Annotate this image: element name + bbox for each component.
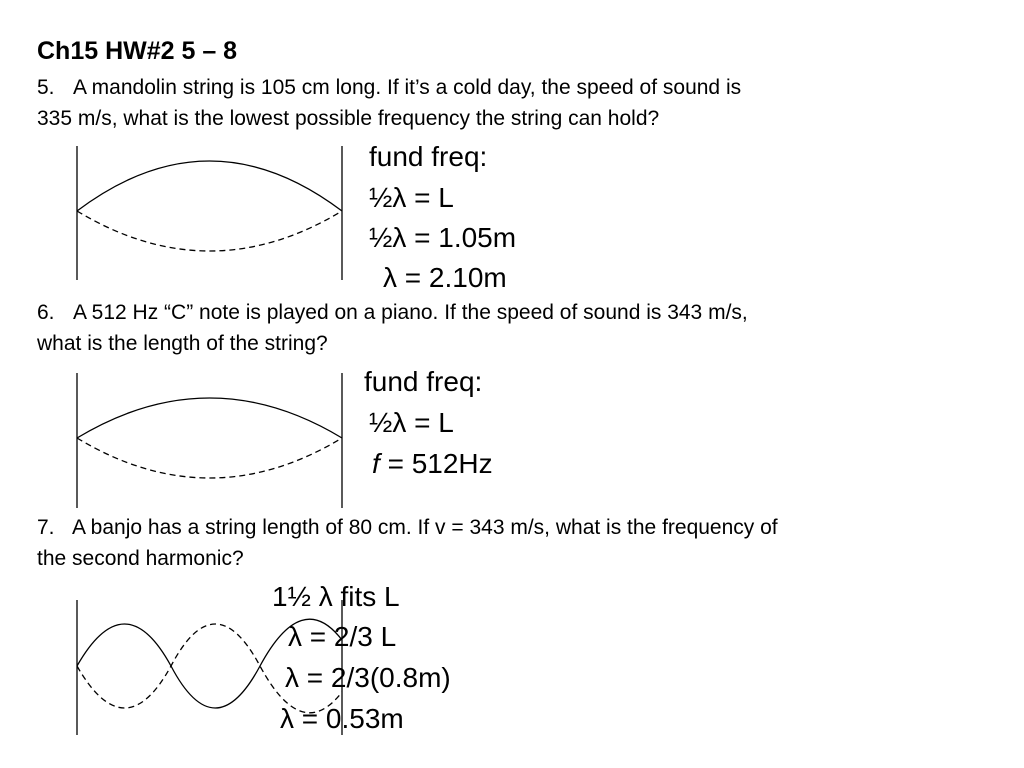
problem-6-text-1: A 512 Hz “C” note is played on a piano. If the speed of sound is 343 m/s, (73, 301, 748, 324)
page-title: Ch15 HW#2 5 – 8 (37, 37, 238, 65)
problem-6-work-1: fund freq: (364, 366, 483, 397)
problem-5-work-2: ½λ = L (369, 182, 454, 213)
problem-6-line-2: what is the length of the string? (37, 332, 328, 355)
problem-7-number: 7. (37, 516, 55, 539)
diagram-6-wave-dashed (77, 438, 342, 478)
problem-7-work-3: λ = 2/3(0.8m) (285, 662, 451, 693)
diagram-6-wave-solid (77, 398, 342, 438)
diagram-5-wave-solid (77, 161, 342, 211)
problem-7-work-1: 1½ λ fits L (272, 581, 400, 612)
problem-7-work-4: λ = 0.53m (280, 703, 404, 734)
problem-6-work-3-text: = 512Hz (387, 448, 493, 479)
diagram-5-wave-dashed (77, 211, 342, 251)
diagram-6-fundamental (77, 373, 342, 508)
problem-6-number: 6. (37, 301, 55, 324)
diagram-7-wave-solid (77, 619, 342, 708)
diagram-7-harmonic (77, 600, 342, 735)
diagram-7-wave-dashed (77, 624, 342, 713)
problem-7-text-1: A banjo has a string length of 80 cm. If v = 343 m/s, what is the frequency of (72, 516, 778, 539)
frequency-symbol: f (372, 448, 380, 479)
problem-7-work-2: λ = 2/3 L (288, 621, 397, 652)
problem-6-work-2: ½λ = L (369, 407, 454, 438)
problem-5-line-2: 335 m/s, what is the lowest possible frequency the string can hold? (37, 107, 660, 130)
problem-5-work-3: ½λ = 1.05m (369, 222, 517, 253)
diagram-5-fundamental (77, 146, 342, 280)
problem-7-line-2: the second harmonic? (37, 547, 244, 570)
problem-5-number: 5. (37, 76, 55, 99)
problem-5-work-1: fund freq: (369, 141, 488, 172)
problem-5-work-4: λ = 2.10m (383, 262, 507, 293)
problem-5-text-1: A mandolin string is 105 cm long. If it’s a cold day, the speed of sound is (73, 76, 742, 99)
